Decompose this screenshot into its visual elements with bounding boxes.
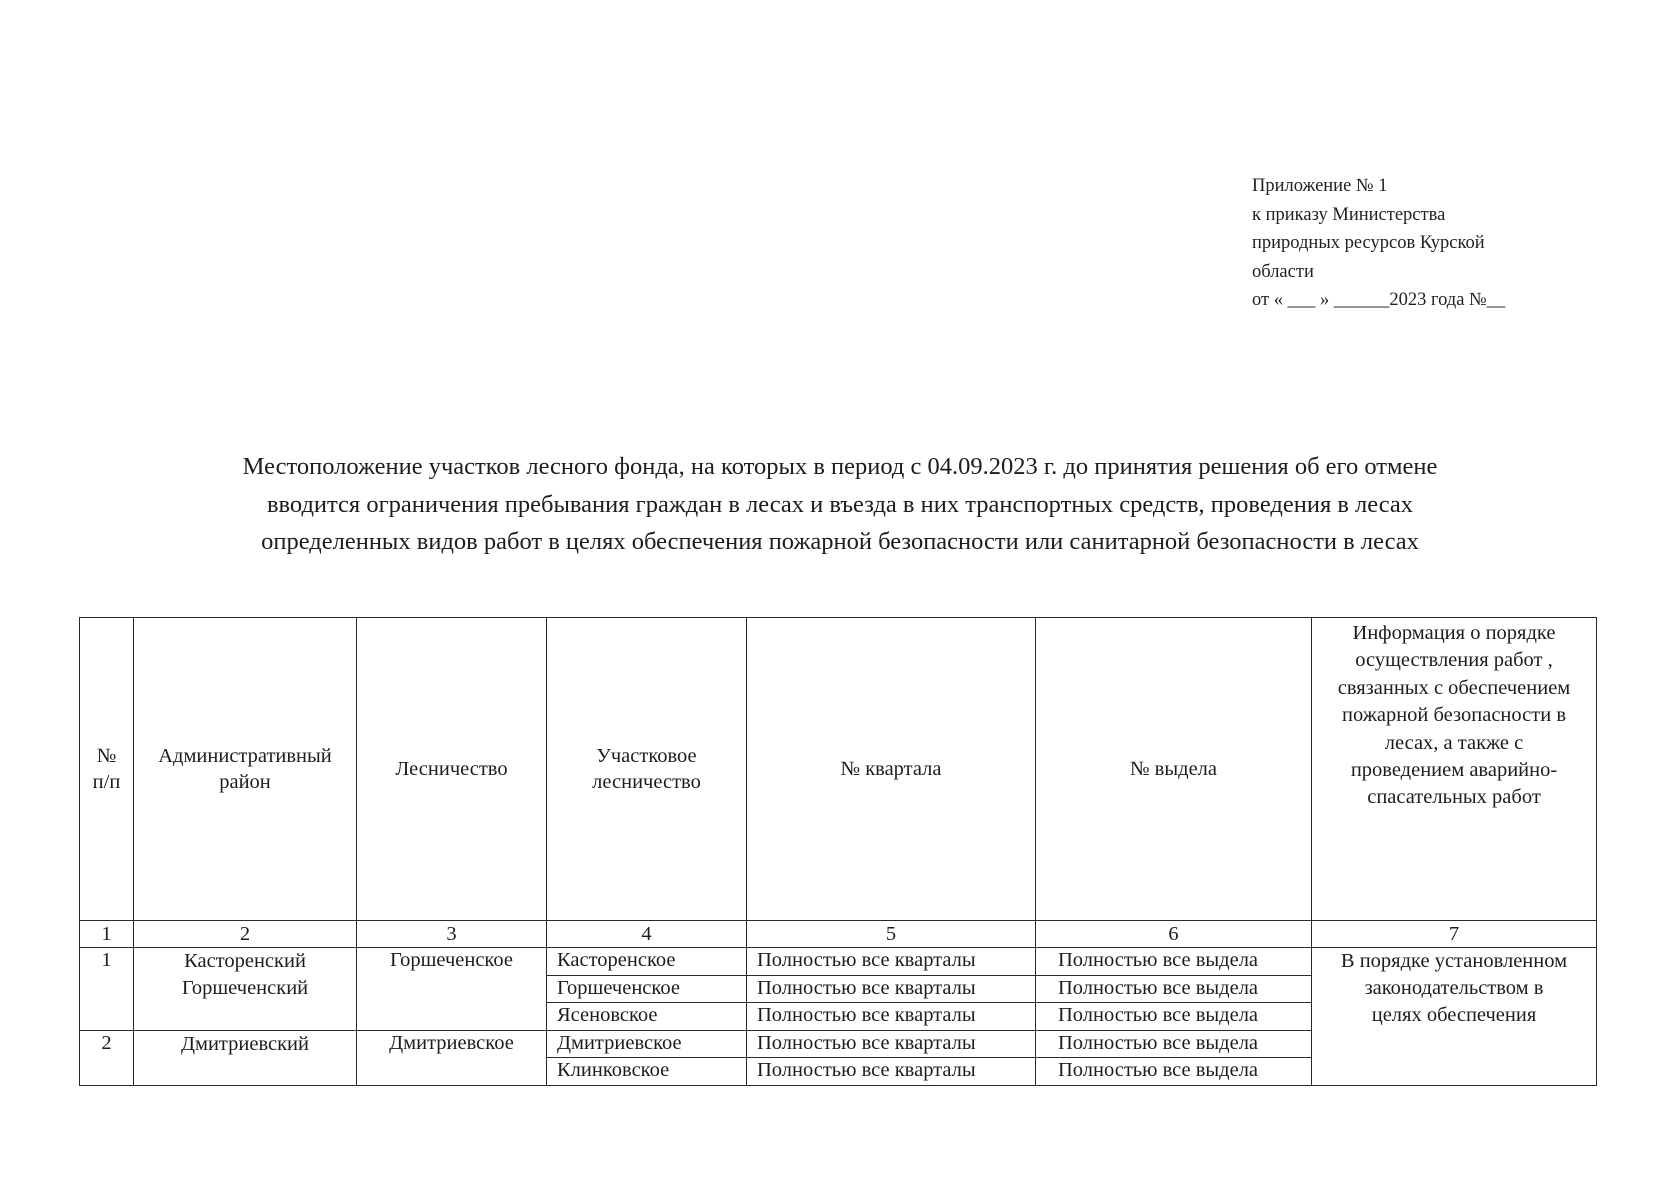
column-number: 2 — [134, 921, 357, 948]
local-forestry-cell: Касторенское — [547, 948, 747, 976]
info-cell: В порядке установленном законодательством в целях обеспечения — [1312, 948, 1597, 1086]
quarter-cell: Полностью все кварталы — [747, 975, 1036, 1003]
district-name: Касторенский — [184, 950, 306, 972]
quarter-cell: Полностью все кварталы — [747, 1003, 1036, 1031]
annex-line: к приказу Министерства — [1252, 204, 1446, 225]
header-forestry: Лесничество — [357, 618, 547, 921]
annex-block — [1252, 172, 1582, 315]
quarter-cell: Полностью все кварталы — [747, 1030, 1036, 1058]
allotment-cell: Полностью все выдела — [1036, 1058, 1312, 1086]
district-cell — [134, 948, 357, 1031]
header-district: Административный район — [134, 618, 357, 921]
table-row — [80, 948, 1597, 976]
column-number: 5 — [747, 921, 1036, 948]
forestry-cell: Горшеченское — [357, 948, 547, 1031]
row-num: 1 — [80, 948, 134, 1031]
annex-line: Приложение № 1 — [1252, 176, 1388, 196]
annex-line: области — [1252, 261, 1314, 282]
local-forestry-cell: Дмитриевское — [547, 1030, 747, 1058]
column-number: 1 — [80, 921, 134, 948]
column-number: 6 — [1036, 921, 1312, 948]
district-name: Дмитриевский — [180, 1032, 309, 1055]
quarter-cell: Полностью все кварталы — [747, 948, 1036, 976]
local-forestry-cell: Горшеченское — [547, 975, 747, 1003]
local-forestry-cell: Ясеновское — [547, 1003, 747, 1031]
annex-line: природных ресурсов Курской — [1252, 233, 1485, 253]
quarter-cell: Полностью все кварталы — [747, 1058, 1036, 1086]
allotment-cell: Полностью все выдела — [1036, 1003, 1312, 1031]
title-line: вводится ограничения пребывания граждан в лесах и въезда в них транспортных средств, проведения в лесах — [266, 490, 1414, 518]
header-local-forestry: Участковое лесничество — [547, 618, 747, 921]
local-forestry-cell: Клинковское — [547, 1058, 747, 1086]
title-line: Местоположение участков лесного фонда, на которых в период с 04.09.2023 г. до принятия решения об его отмене — [242, 453, 1438, 480]
annex-line: от « ___ » ______2023 года №__ — [1252, 290, 1506, 310]
column-number: 4 — [547, 921, 747, 948]
row-num: 2 — [80, 1030, 134, 1085]
column-number: 3 — [357, 921, 547, 948]
header-num: № п/п — [80, 618, 134, 921]
header-info: Информация о порядке осуществления работ , связанных с обеспечением пожарной безопасности в лесах, а также с проведением аварийно-спасательных работ — [1312, 618, 1597, 921]
forest-areas-table — [79, 617, 1597, 1086]
column-number: 7 — [1312, 921, 1597, 948]
document-title — [110, 448, 1570, 561]
allotment-cell: Полностью все выдела — [1036, 1030, 1312, 1058]
header-allotment: № выдела — [1036, 618, 1312, 921]
header-quarter: № квартала — [747, 618, 1036, 921]
allotment-cell: Полностью все выдела — [1036, 975, 1312, 1003]
forestry-cell: Дмитриевское — [357, 1030, 547, 1085]
allotment-cell: Полностью все выдела — [1036, 948, 1312, 976]
district-cell — [134, 1030, 357, 1085]
title-line: определенных видов работ в целях обеспечения пожарной безопасности или санитарной безопасности в лесах — [261, 528, 1419, 555]
district-name: Горшеченский — [181, 977, 309, 999]
